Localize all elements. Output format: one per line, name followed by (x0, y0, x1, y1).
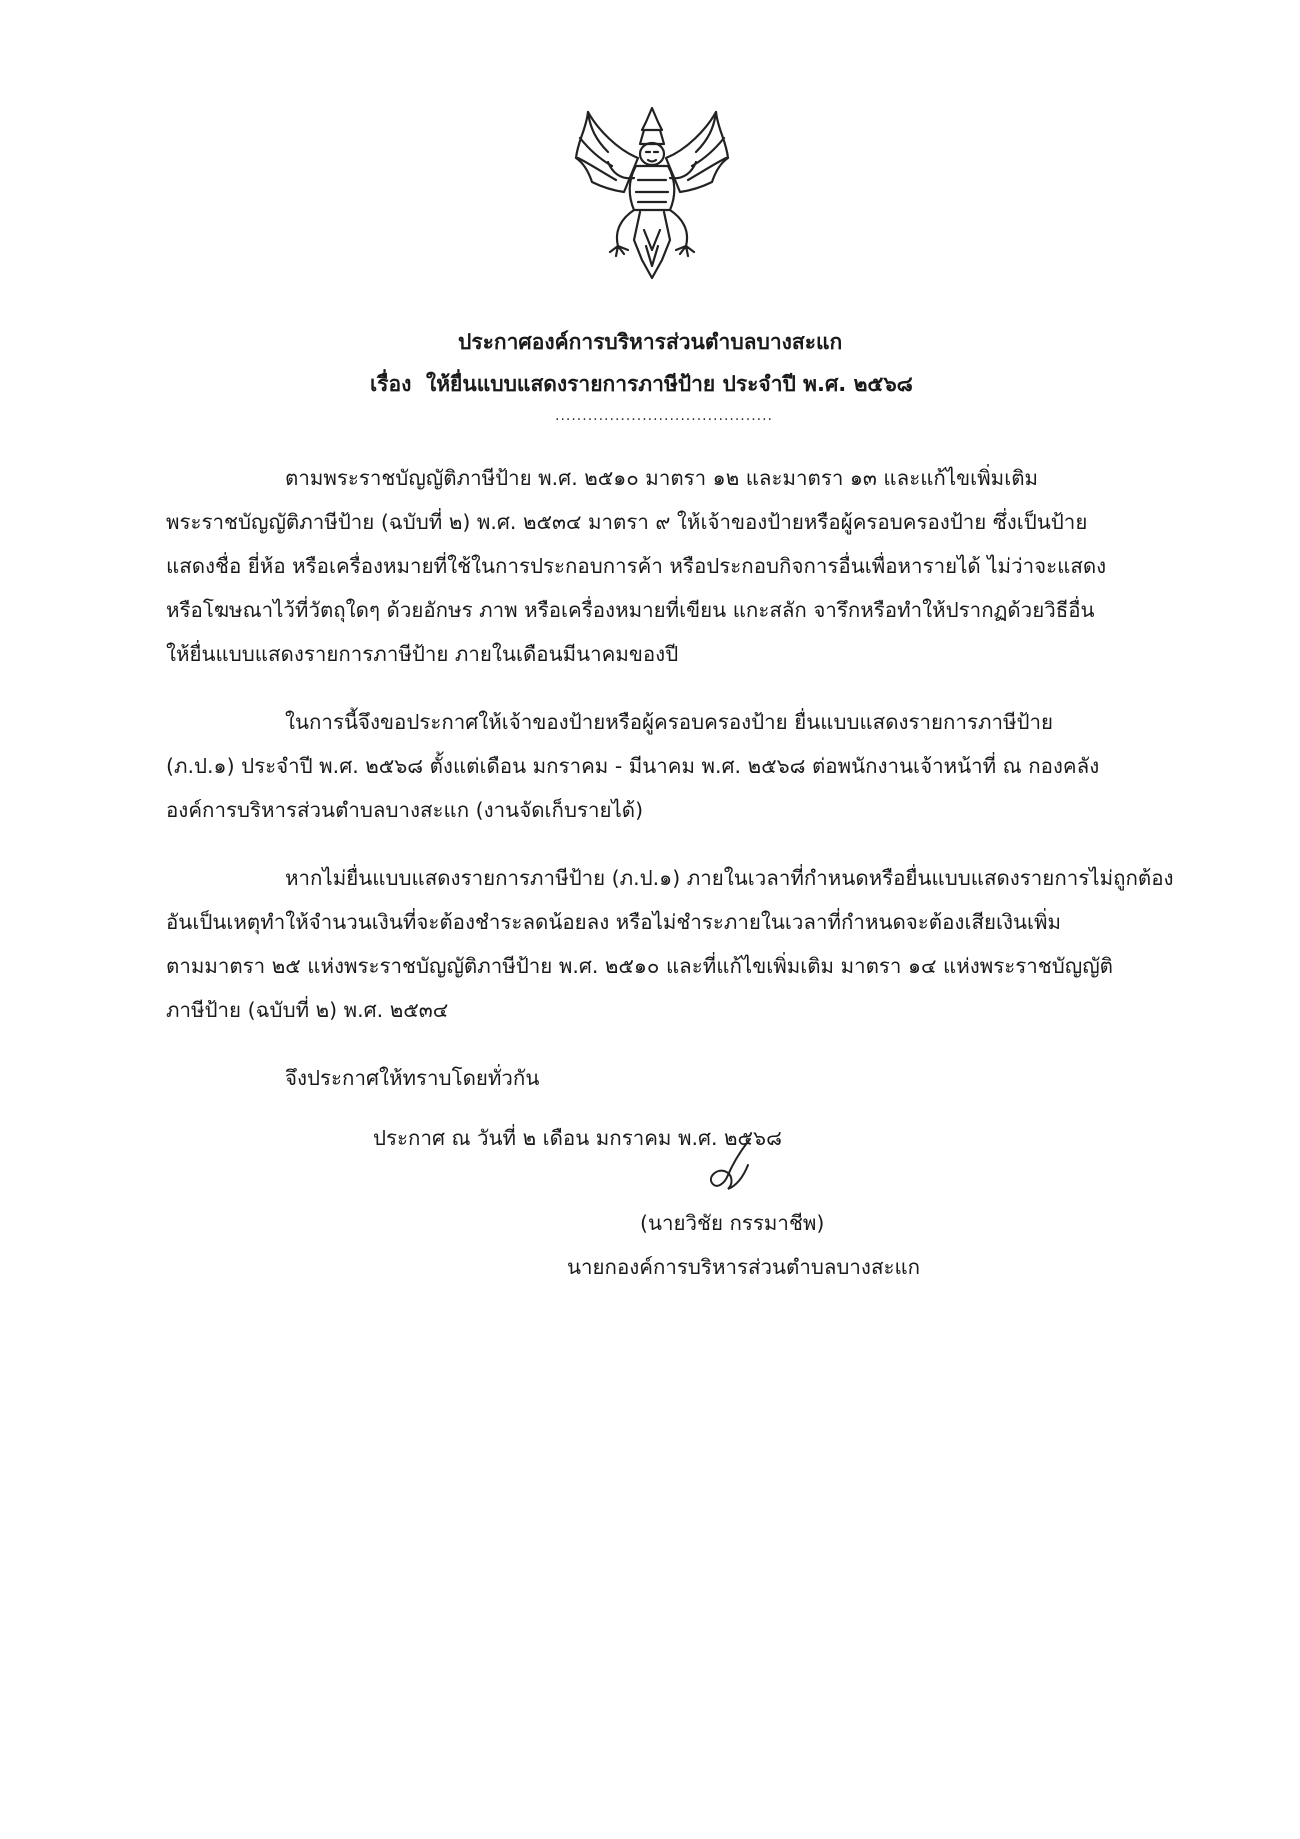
paragraph-2-line-3: องค์การบริหารส่วนตำบลบางสะแก (งานจัดเก็บรายได้) (166, 798, 644, 822)
subject-line (370, 368, 913, 401)
paragraph-1-line-2: พระราชบัญญัติภาษีป้าย (ฉบับที่ ๒) พ.ศ. ๒๕๓๔ มาตรา ๙ ให้เจ้าของป้ายหรือผู้ครอบครองป้าย ซึ่งเป็นป้าย (166, 510, 1088, 534)
announcement-date: ประกาศ ณ วันที่ ๒ เดือน มกราคม พ.ศ. ๒๕๖๘ (373, 1126, 782, 1150)
paragraph-1-line-3: แสดงชื่อ ยี่ห้อ หรือเครื่องหมายที่ใช้ในการประกอบการค้า หรือประกอบกิจการอื่นเพื่อหารายได้ ไม่ว่าจะแสดง (166, 554, 1107, 578)
subject-prefix: เรื่อง (370, 372, 412, 396)
garuda-emblem-icon (568, 100, 736, 285)
subject-text: ให้ยื่นแบบแสดงรายการภาษีป้าย ประจำปี พ.ศ. ๒๕๖๘ (425, 372, 913, 396)
closing-statement: จึงประกาศให้ทราบโดยทั่วกัน (285, 1066, 540, 1090)
paragraph-2-line-1: ในการนี้จึงขอประกาศให้เจ้าของป้ายหรือผู้ครอบครองป้าย ยื่นแบบแสดงรายการภาษีป้าย (285, 710, 1054, 734)
paragraph-3-line-4: ภาษีป้าย (ฉบับที่ ๒) พ.ศ. ๒๕๓๔ (166, 998, 449, 1022)
paragraph-1-line-4: หรือโฆษณาไว้ที่วัตถุใดๆ ด้วยอักษร ภาพ หรือเครื่องหมายที่เขียน แกะสลัก จารึกหรือทำให้ปรากฏด้วยวิธีอื่น (166, 598, 1095, 622)
paragraph-3-line-3: ตามมาตรา ๒๕ แห่งพระราชบัญญัติภาษีป้าย พ.ศ. ๒๕๑๐ และที่แก้ไขเพิ่มเติม มาตรา ๑๔ แห่งพระราชบัญญัติ (166, 954, 1113, 978)
paragraph-2-line-2: (ภ.ป.๑) ประจำปี พ.ศ. ๒๕๖๘ ตั้งแต่เดือน มกราคม - มีนาคม พ.ศ. ๒๕๖๘ ต่อพนักงานเจ้าหน้าที่ ณ กองคลัง (166, 754, 1100, 778)
signatory-name: (นายวิชัย กรรมาชีพ) (640, 1211, 825, 1235)
paragraph-1-line-5: ให้ยื่นแบบแสดงรายการภาษีป้าย ภายในเดือนมีนาคมของปี (166, 642, 679, 666)
paragraph-3-line-2: อันเป็นเหตุทำให้จำนวนเงินที่จะต้องชำระลดน้อยลง หรือไม่ชำระภายในเวลาที่กำหนดจะต้องเสียเงินเพิ่ม (166, 910, 1062, 934)
paragraph-3-line-1: หากไม่ยื่นแบบแสดงรายการภาษีป้าย (ภ.ป.๑) ภายในเวลาที่กำหนดหรือยื่นแบบแสดงรายการไม่ถูกต้อง (285, 866, 1174, 890)
header-divider: ........................................ (555, 408, 774, 424)
signature-icon (698, 1135, 768, 1195)
page-title: ประกาศองค์การบริหารส่วนตำบลบางสะแก (458, 330, 843, 354)
paragraph-1-line-1: ตามพระราชบัญญัติภาษีป้าย พ.ศ. ๒๕๑๐ มาตรา ๑๒ และมาตรา ๑๓ และแก้ไขเพิ่มเติม (285, 466, 1039, 490)
signatory-position: นายกองค์การบริหารส่วนตำบลบางสะแก (567, 1255, 921, 1279)
